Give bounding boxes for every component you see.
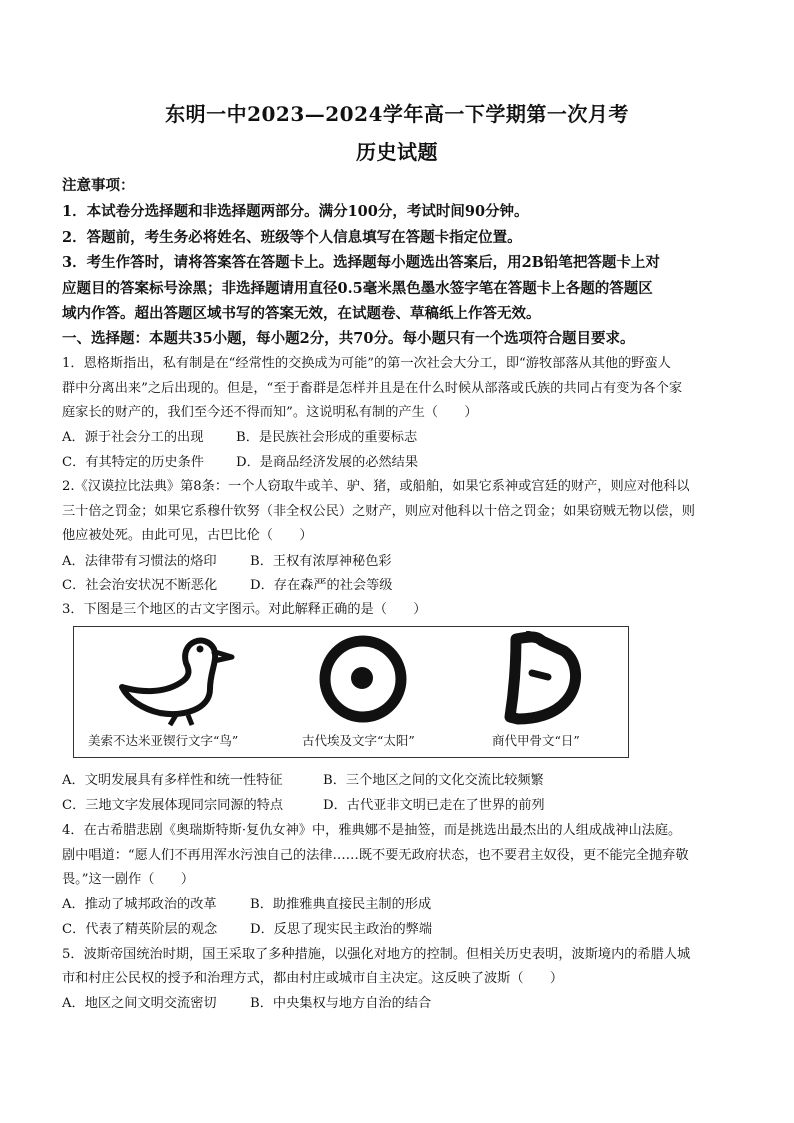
question-stem-line: 5．波斯帝国统治时期，国王采取了多种措施，以强化对地方的控制。但相关历史表明，波斯境内的希腊人城 <box>62 947 691 962</box>
notice-line: 域内作答。超出答题区域书写的答案无效，在试题卷、草稿纸上作答无效。 <box>62 305 541 322</box>
ri-glyph-icon <box>504 631 584 727</box>
option-b: B．中央集权与地方自治的结合 <box>250 996 432 1011</box>
option-d: D．存在森严的社会等级 <box>250 578 393 593</box>
option-a: A．法律带有习惯法的烙印 <box>62 554 217 569</box>
question-stem-line: 三十倍之罚金；如果它系穆什钦努（非全权公民）之财产，则应对他科以十倍之罚金；如果窃贼无物以偿，则 <box>62 504 695 519</box>
figure-caption: 商代甲骨文“日” <box>492 733 580 748</box>
question-stem-line: 他应被处死。由此可见，古巴比伦（ ） <box>62 528 313 543</box>
option-b: B．三个地区之间的文化交流比较频繁 <box>323 773 544 788</box>
question-stem-line: 群中分离出来”之后出现的。但是，“至于畜群是怎样并且是在什么时候从部落或氏族的共同占有变为各个家 <box>62 381 683 396</box>
sun-glyph-icon <box>316 633 410 725</box>
exam-subtitle: 历史试题 <box>356 140 438 164</box>
question-stem-line: 4．在古希腊悲剧《奥瑞斯特斯·复仇女神》中，雅典娜不是抽签，而是挑选出最杰出的人组成战神山法庭。 <box>62 823 682 838</box>
option-a: A．推动了城邦政治的改革 <box>62 897 217 912</box>
exam-title: 东明一中2023—2024学年高一下学期第一次月考 <box>165 102 629 126</box>
figure-caption: 古代埃及文字“太阳” <box>302 733 415 748</box>
question-stem-line: 畏。”这一剧作（ ） <box>62 872 195 887</box>
option-a: A．文明发展具有多样性和统一性特征 <box>62 773 283 788</box>
notice-line: 应题目的答案标号涂黑；非选择题请用直径0.5毫米黑色墨水签字笔在答题卡上各题的答题区 <box>62 280 653 297</box>
option-c: C．三地文字发展体现同宗同源的特点 <box>62 798 284 813</box>
notice-line: 3．考生作答时，请将答案答在答题卡上。选择题每小题选出答案后，用2B铅笔把答题卡上对 <box>62 254 660 271</box>
section-heading: 一、选择题：本题共35小题，每小题2分，共70分。每小题只有一个选项符合题目要求。 <box>62 330 635 347</box>
option-b: B．王权有浓厚神秘色彩 <box>250 554 392 569</box>
option-d: D．反思了现实民主政治的弊端 <box>250 922 433 937</box>
notice-heading: 注意事项： <box>62 177 135 194</box>
option-a: A．源于社会分工的出现 <box>62 430 204 445</box>
figure-caption: 美索不达米亚锲行文字“鸟” <box>88 733 239 748</box>
option-c: C．社会治安状况不断恶化 <box>62 578 218 593</box>
option-c: C．代表了精英阶层的观念 <box>62 922 218 937</box>
option-c: C．有其特定的历史条件 <box>62 455 204 470</box>
option-d: D．古代亚非文明已走在了世界的前列 <box>323 798 545 813</box>
notice-line: 1．本试卷分选择题和非选择题两部分。满分100分，考试时间90分钟。 <box>62 203 529 220</box>
ancient-scripts-figure <box>73 626 629 758</box>
option-a: A．地区之间文明交流密切 <box>62 996 217 1011</box>
question-stem-line: 2.《汉谟拉比法典》第8条：一个人窃取牛或羊、驴、猪，或船舶，如果它系神或宫廷的财产，则应对他科以 <box>62 479 690 494</box>
option-d: D．是商品经济发展的必然结果 <box>236 455 419 470</box>
option-b: B．助推雅典直接民主制的形成 <box>250 897 432 912</box>
question-stem-line: 1．恩格斯指出，私有制是在“经常性的交换成为可能”的第一次社会大分工，即“游牧部落从其他的野蛮人 <box>62 356 671 371</box>
question-stem-line: 3．下图是三个地区的古文字图示。对此解释正确的是（ ） <box>62 602 427 617</box>
notice-line: 2．答题前，考生务必将姓名、班级等个人信息填写在答题卡指定位置。 <box>62 229 522 246</box>
question-stem-line: 剧中唱道：“愿人们不再用浑水污浊自己的法律……既不要无政府状态，也不要君主奴役，更不能完全抛弃敬 <box>62 848 689 863</box>
question-stem-line: 庭家长的财产的，我们至今还不得而知”。这说明私有制的产生（ ） <box>62 405 478 420</box>
bird-glyph-icon <box>114 631 254 726</box>
option-b: B．是民族社会形成的重要标志 <box>236 430 418 445</box>
question-stem-line: 市和村庄公民权的授予和治理方式，都由村庄或城市自主决定。这反映了波斯（ ） <box>62 971 564 986</box>
